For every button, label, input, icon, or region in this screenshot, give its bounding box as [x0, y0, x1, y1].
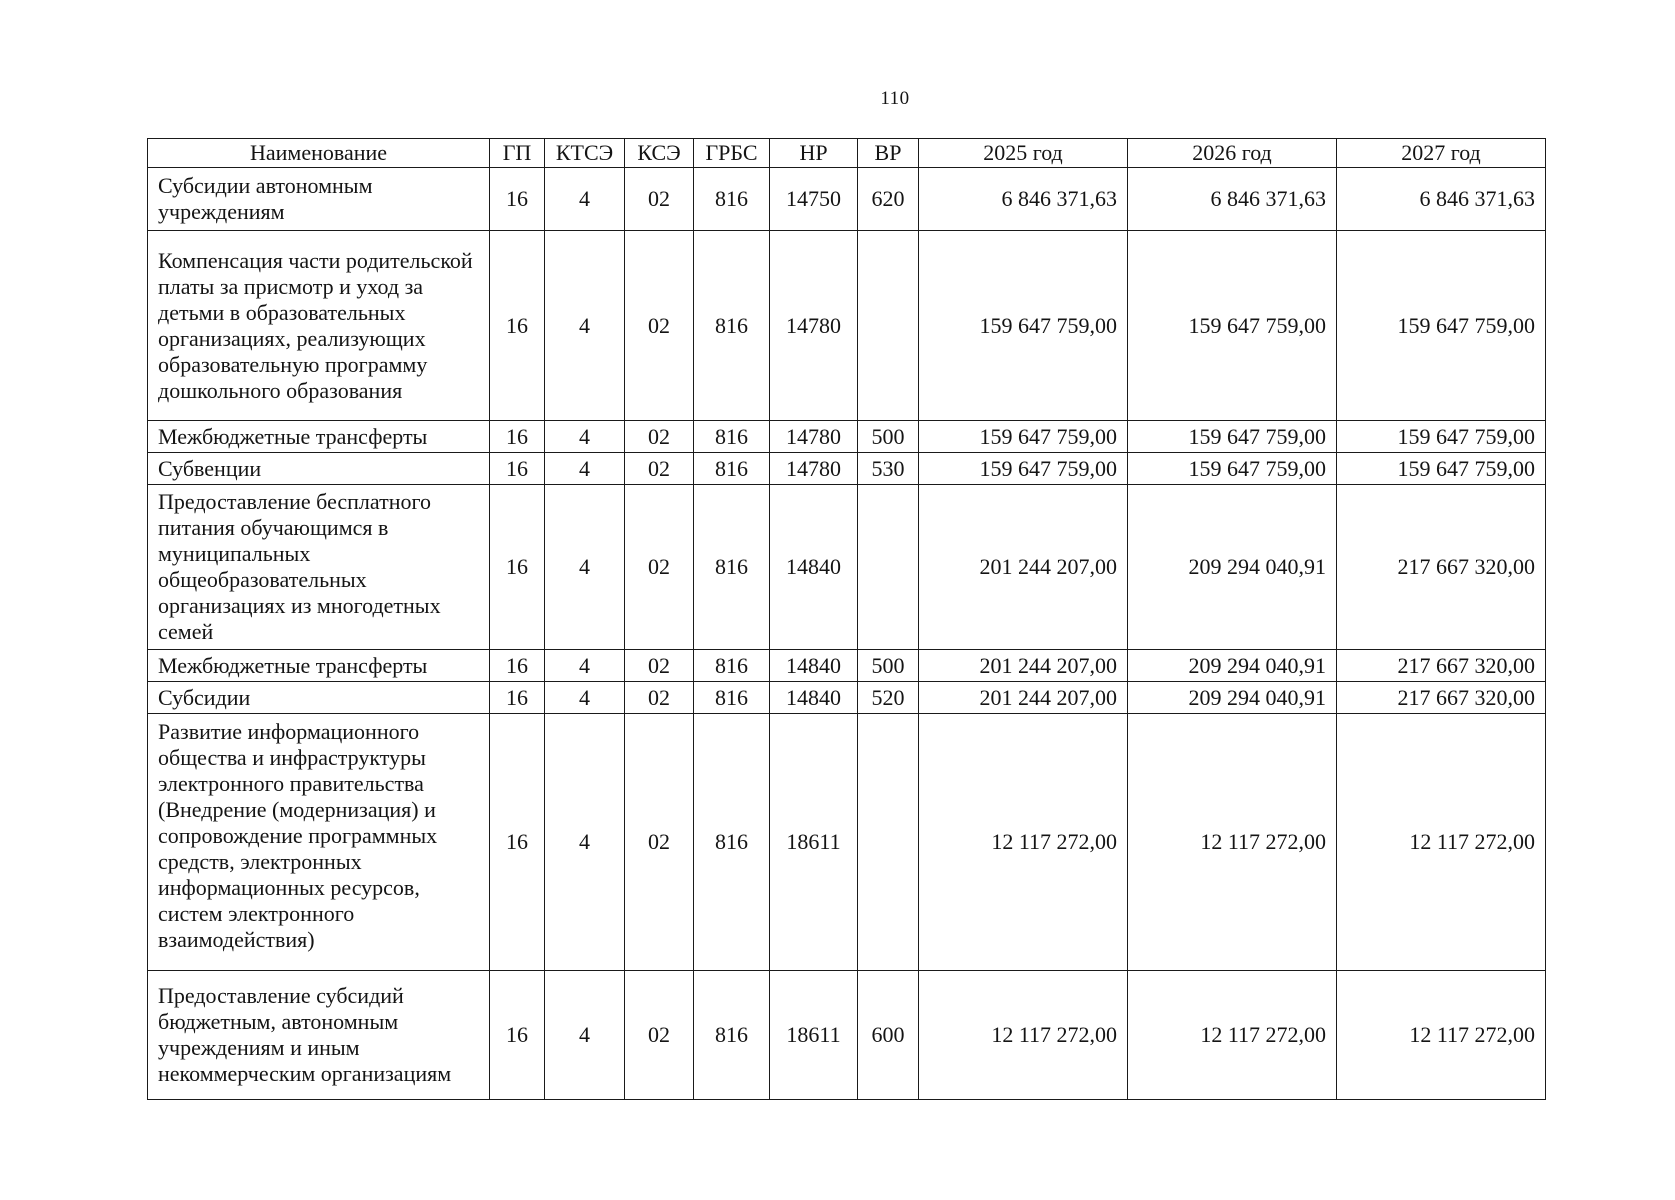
row-amount-2025: 12 117 272,00: [919, 714, 1128, 971]
row-ktse: 4: [545, 971, 625, 1100]
row-kse: 02: [625, 231, 694, 421]
row-ktse: 4: [545, 421, 625, 453]
row-amount-2026: 159 647 759,00: [1128, 421, 1337, 453]
row-grbs: 816: [694, 453, 770, 485]
row-amount-2025: 159 647 759,00: [919, 453, 1128, 485]
table-row: [148, 231, 1546, 421]
header-ktse: КТСЭ: [545, 139, 625, 168]
row-kse: 02: [625, 650, 694, 682]
row-gp: 16: [490, 453, 545, 485]
page-number: 110: [880, 88, 910, 109]
row-grbs: 816: [694, 682, 770, 714]
header-kse: КСЭ: [625, 139, 694, 168]
row-vr: 520: [858, 682, 919, 714]
row-vr: [858, 714, 919, 971]
row-amount-2027: 159 647 759,00: [1337, 453, 1546, 485]
row-kse: 02: [625, 485, 694, 650]
table-header-row: [148, 139, 1546, 168]
row-amount-2027: 6 846 371,63: [1337, 168, 1546, 231]
row-gp: 16: [490, 971, 545, 1100]
table-row: [148, 971, 1546, 1100]
row-vr: 620: [858, 168, 919, 231]
row-amount-2025: 201 244 207,00: [919, 485, 1128, 650]
row-kse: 02: [625, 421, 694, 453]
row-gp: 16: [490, 714, 545, 971]
header-2025: 2025 год: [919, 139, 1128, 168]
row-name: Межбюджетные трансферты: [148, 421, 490, 453]
row-amount-2026: 209 294 040,91: [1128, 682, 1337, 714]
row-amount-2027: 159 647 759,00: [1337, 421, 1546, 453]
row-ktse: 4: [545, 168, 625, 231]
row-ktse: 4: [545, 714, 625, 971]
budget-table: [147, 138, 1546, 1100]
row-vr: 530: [858, 453, 919, 485]
header-2027: 2027 год: [1337, 139, 1546, 168]
row-ktse: 4: [545, 650, 625, 682]
row-name: Развитие информационного общества и инфраструктуры электронного правительства (Внедрение (модернизация) и сопровождение программных средств, электронных информационных ресурсов, систем электронного взаимодействия): [148, 714, 490, 971]
row-grbs: 816: [694, 168, 770, 231]
row-amount-2026: 159 647 759,00: [1128, 453, 1337, 485]
table-row: [148, 421, 1546, 453]
row-vr: [858, 485, 919, 650]
row-kse: 02: [625, 682, 694, 714]
header-2026: 2026 год: [1128, 139, 1337, 168]
row-amount-2026: 209 294 040,91: [1128, 650, 1337, 682]
row-name: Субсидии: [148, 682, 490, 714]
header-name: Наименование: [148, 139, 490, 168]
row-name: Субсидии автономным учреждениям: [148, 168, 490, 231]
row-amount-2026: 12 117 272,00: [1128, 971, 1337, 1100]
row-nr: 18611: [770, 714, 858, 971]
row-nr: 14750: [770, 168, 858, 231]
row-nr: 14840: [770, 485, 858, 650]
row-name: Предоставление субсидий бюджетным, автономным учреждениям и иным некоммерческим организациям: [148, 971, 490, 1100]
row-vr: 500: [858, 421, 919, 453]
row-gp: 16: [490, 168, 545, 231]
row-amount-2027: 12 117 272,00: [1337, 971, 1546, 1100]
row-kse: 02: [625, 453, 694, 485]
row-amount-2025: 12 117 272,00: [919, 971, 1128, 1100]
row-ktse: 4: [545, 231, 625, 421]
row-gp: 16: [490, 650, 545, 682]
row-amount-2027: 12 117 272,00: [1337, 714, 1546, 971]
row-ktse: 4: [545, 453, 625, 485]
table-row: [148, 453, 1546, 485]
row-amount-2025: 201 244 207,00: [919, 682, 1128, 714]
row-amount-2027: 217 667 320,00: [1337, 650, 1546, 682]
row-name: Субвенции: [148, 453, 490, 485]
header-nr: НР: [770, 139, 858, 168]
row-name: Межбюджетные трансферты: [148, 650, 490, 682]
row-grbs: 816: [694, 714, 770, 971]
row-ktse: 4: [545, 682, 625, 714]
header-gp: ГП: [490, 139, 545, 168]
row-grbs: 816: [694, 421, 770, 453]
row-nr: 14840: [770, 650, 858, 682]
table-row: [148, 485, 1546, 650]
row-amount-2027: 217 667 320,00: [1337, 682, 1546, 714]
table-row: [148, 168, 1546, 231]
row-amount-2025: 6 846 371,63: [919, 168, 1128, 231]
row-amount-2025: 159 647 759,00: [919, 421, 1128, 453]
row-name: Предоставление бесплатного питания обучающимся в муниципальных общеобразовательных организациях из многодетных семей: [148, 485, 490, 650]
row-amount-2026: 6 846 371,63: [1128, 168, 1337, 231]
row-kse: 02: [625, 714, 694, 971]
row-gp: 16: [490, 485, 545, 650]
row-amount-2026: 159 647 759,00: [1128, 231, 1337, 421]
row-amount-2025: 159 647 759,00: [919, 231, 1128, 421]
row-nr: 14840: [770, 682, 858, 714]
row-gp: 16: [490, 421, 545, 453]
row-nr: 18611: [770, 971, 858, 1100]
row-nr: 14780: [770, 453, 858, 485]
table-row: [148, 650, 1546, 682]
row-grbs: 816: [694, 971, 770, 1100]
row-nr: 14780: [770, 421, 858, 453]
header-vr: ВР: [858, 139, 919, 168]
row-nr: 14780: [770, 231, 858, 421]
row-amount-2027: 159 647 759,00: [1337, 231, 1546, 421]
row-grbs: 816: [694, 485, 770, 650]
row-amount-2025: 201 244 207,00: [919, 650, 1128, 682]
row-vr: 600: [858, 971, 919, 1100]
row-grbs: 816: [694, 231, 770, 421]
row-vr: [858, 231, 919, 421]
row-amount-2026: 209 294 040,91: [1128, 485, 1337, 650]
row-gp: 16: [490, 231, 545, 421]
row-amount-2026: 12 117 272,00: [1128, 714, 1337, 971]
header-grbs: ГРБС: [694, 139, 770, 168]
row-name: Компенсация части родительской платы за присмотр и уход за детьми в образовательных организациях, реализующих образовательную программу дошкольного образования: [148, 231, 490, 421]
row-vr: 500: [858, 650, 919, 682]
row-ktse: 4: [545, 485, 625, 650]
table-row: [148, 682, 1546, 714]
row-gp: 16: [490, 682, 545, 714]
row-kse: 02: [625, 168, 694, 231]
row-amount-2027: 217 667 320,00: [1337, 485, 1546, 650]
row-grbs: 816: [694, 650, 770, 682]
row-kse: 02: [625, 971, 694, 1100]
table-row: [148, 714, 1546, 971]
